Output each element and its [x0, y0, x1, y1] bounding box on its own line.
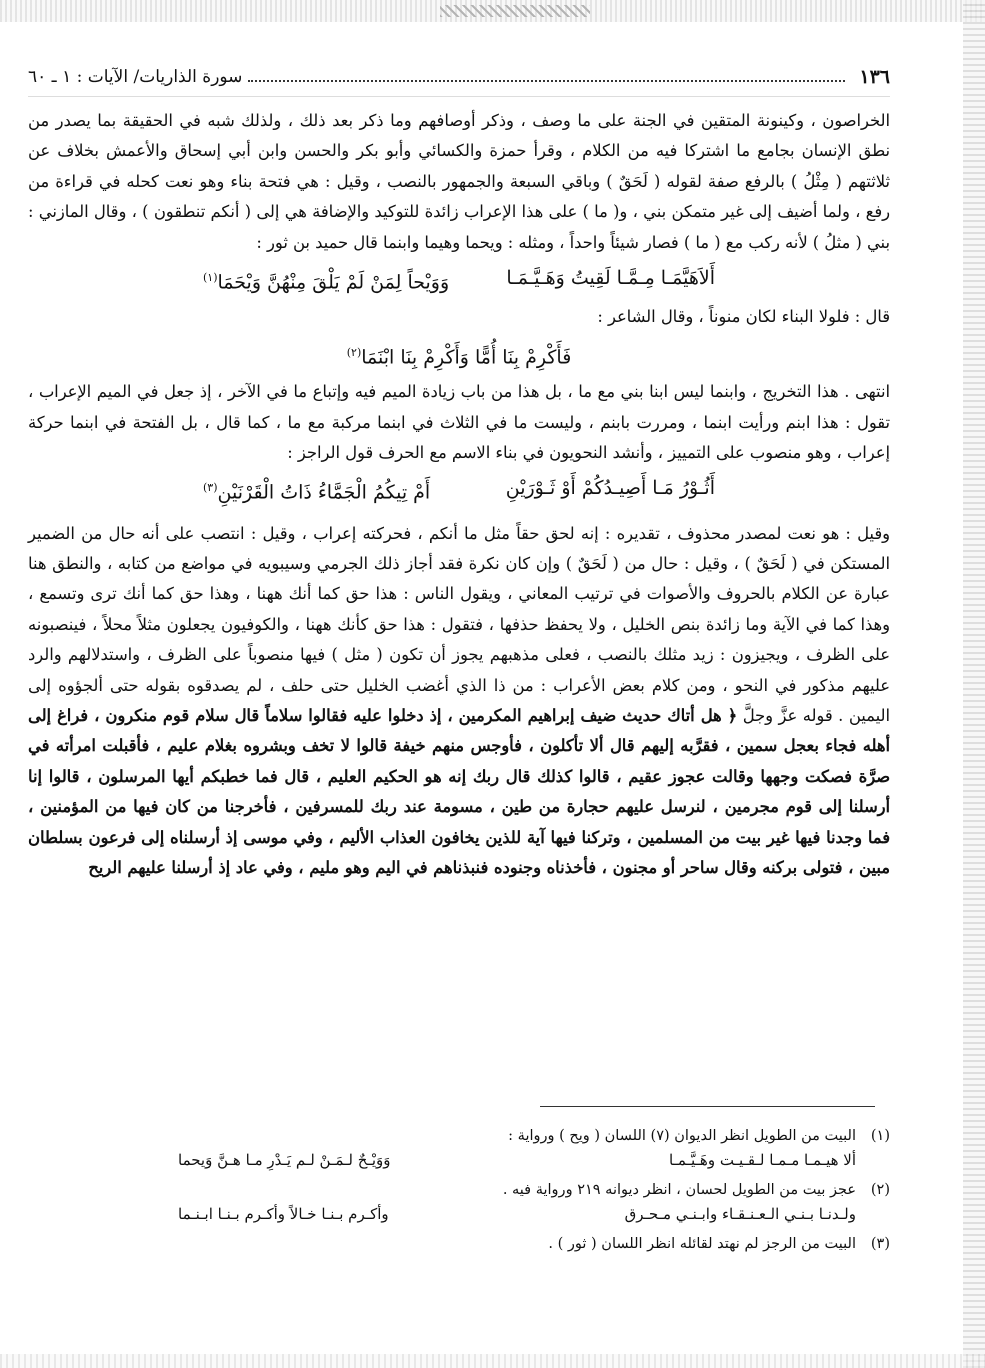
verse-2-text-wrap: [347, 333, 572, 377]
footnote-1-verse-b: وَوَيْـحٌ لـمَـنْ لـم يَـدْرِ مـا هـنَّ وَيحما: [178, 1151, 391, 1169]
footnote-2-text: عجز بيت من الطويل لحسان ، انظر ديوانه ٢١٩ ورواية فيه .: [502, 1182, 856, 1198]
verse-3: [28, 468, 890, 512]
footnote-1: [28, 1125, 890, 1147]
header-dotted-leader: [248, 80, 845, 82]
verse-3-first-hemistich: أَثُـوْرُ مَـا أَصِيـدُكُمْ أَوْ ثَـوْرَيْنِ: [505, 477, 715, 500]
footnote-ref-3[interactable]: (٣): [203, 481, 218, 495]
footnote-3: [28, 1233, 890, 1255]
verse-1-first-hemistich: أَلاَهَيَّمَـا مِـمَّـا لَقِيتُ وَهَـيَّـمَـا: [506, 267, 715, 290]
footnote-2-number: (٢): [870, 1182, 890, 1198]
footnote-3-number: (٣): [870, 1236, 890, 1252]
paragraph-4: [28, 519, 890, 884]
paragraph-1: الخراصون ، وكينونة المتقين في الجنة على ما وصف ، وذكر أوصافهم وما ذكر بعد ذلك ، ولذلك شبه في الحقيقة بما يصدر من نطق الإنسان بجامع ما اشتركا فيه من الكلام ، وقرأ حمزة والكسائي وأبو بكر والحسن وابن أبي إسحاق والأعمش بخلاف عن ثلاثتهم ( مِثْلُ ) بالرفع صفة لقوله ( لَحَقٌ ) وباقي السبعة والجمهور بالنصب ، وقيل : هي فتحة بناء وهو نعت كحله في قراءة من رفع ، ولما أضيف إلى غير متمكن بني ، و( ما ) على هذا الإعراب زائدة للتوكيد والإضافة هي إلى ( أنكم تنطقون ) ، وقال المازني : بني ( مثلُ ) لأنه ركب مع ( ما ) فصار شيئاً واحداً ، ومثله : ويحما وهيما وابنما قال حميد بن ثور :: [28, 111, 890, 252]
verse-3-second-hemistich: [203, 468, 430, 512]
footnote-2-verse-a: ولـدنـا بـنـي الـعـنـقـاء وابـنـي مـحـرق: [624, 1205, 856, 1223]
main-text: [28, 106, 890, 884]
footnote-rule: [540, 1106, 875, 1107]
paragraph-3: انتهى . هذا التخريج ، وابنما ليس ابنا بني مع ما ، بل هذا من باب زيادة الميم فيه وإتباع ما في الآخر ، إذ جعل في الميم الإعراب ، تقول : هذا ابنم ورأيت ابنما ، ومررت بابنم ، وليست ما في الثلاث في ابنما مركبة مع ما ، كما قال ، بل الفتحة في ابنما حركة إعراب ، وهو منصوب على التمييز ، وأنشد النحويون في بناء الاسم مع الحرف قول الراجز :: [28, 382, 890, 462]
ornament-top: [440, 5, 590, 17]
verse-2: [28, 333, 890, 377]
scan-border-top: [0, 0, 985, 22]
verse-3-b-text: أَمْ تِيكُمُ الْجَمَّاءُ ذَاتُ الْقَرْنَيْنِ: [217, 481, 431, 504]
footnote-2-verse: [28, 1203, 890, 1225]
paragraph-4-text: وقيل : هو نعت لمصدر محذوف ، تقديره : إنه لحق حقاً مثل ما أنكم ، فحركته إعراب ، وقيل : انتصب على أنه حال من الضمير المستكن في ( لَحَقٌ ) ، وقيل : حال من ( لَحَقٌ ) وإن كان نكرة فقد أجاز ذلك الجرمي وسيبويه في مواضع من كتابه ، والنطق هنا عبارة عن الكلام بالحروف والأصوات في ترتيب المعاني ، ويقول الناس : هذا حق كما أنك ههنا ، وهذا حق كما أنك ترى وتسمع ، وهذا كما في الآية وما زائدة بنص الخليل ، ولا يحفظ حذفها ، فتقول : هذا حق كأنك ههنا ، والكوفيون يجعلون مثلاً محلاً ، فينصبونه على الظرف ، ويجيزون : زيد مثلك بالنصب ، فعلى مذهبهم يجوز أن تكون ( مثل ) فيها منصوباً على الظرف ، واستدلالهم والرد عليهم مذكور في النحو ، ومن كلام بعض الأعراب : من ذا الذي أغضب الخليل حتى حلف ، لم يصدقوه بقوله حتى ألجؤوه إلى اليمين . قوله عزَّ وجلَّ: [28, 523, 890, 726]
footnote-ref-2[interactable]: (٢): [346, 345, 362, 359]
verse-2-text: فَأَكْرِمْ بِنَا أُمًّا وَأَكْرِمْ بِنَا ابْنَمَا: [361, 346, 572, 369]
running-header: [28, 62, 890, 92]
footnote-2-verse-b: وأكـرم بـنـا خـالاً وأكـرم بـنـا ابـنـما: [178, 1205, 389, 1223]
quran-verses: ﴿ هل أتاك حديث ضيف إبراهيم المكرمين ، إذ دخلوا عليه فقالوا سلاماً قال سلام قوم منكرون ، فراغ إلى أهله فجاء بعجل سمين ، فقرَّبه إليهم قال ألا تأكلون ، فأوجس منهم خيفة قالوا لا تخف وبشروه بغلام عليم ، فأقبلت امرأته في صرَّة فصكت وجهها وقالت عجوز عقيم ، قالوا كذلك قال ربك إنه هو الحكيم العليم ، قال فما خطبكم أيها المرسلون ، قالوا إنا أرسلنا إلى قوم مجرمين ، لنرسل عليهم حجارة من طين ، مسومة عند ربك للمسرفين ، فأخرجنا من كان فيها من المؤمنين ، فما وجدنا فيها غير بيت من المسلمين ، وتركنا فيها آية للذين يخافون العذاب الأليم ، وفي موسى إذ أرسلناه إلى فرعون بسلطان مبين ، فتولى بركنه وقال ساحر أو مجنون ، فأخذناه وجنوده فنبذناهم في اليم وهو مليم ، وفي عاد إذ أرسلنا عليهم الريح: [28, 706, 890, 878]
footnote-ref-1[interactable]: (١): [203, 271, 218, 285]
footnote-1-text: البيت من الطويل انظر الديوان (٧) اللسان ( ويح ) ورواية :: [508, 1128, 856, 1144]
footnote-1-verse: [28, 1149, 890, 1171]
verse-1: [28, 258, 890, 302]
footnote-3-text: البيت من الرجز لم نهتد لقائله انظر اللسان ( ثور ) .: [548, 1236, 856, 1252]
footnotes: [28, 1125, 890, 1255]
header-rule: [28, 96, 890, 97]
page-number: ١٣٦: [859, 66, 890, 88]
scan-border-bottom: [0, 1354, 985, 1368]
footnote-2: [28, 1179, 890, 1201]
section-title: سورة الذاريات/ الآيات : ١ ـ ٦٠: [28, 67, 243, 87]
footnote-1-number: (١): [870, 1128, 890, 1144]
verse-1-b-text: وَوَيْحاً لِمَنْ لَمْ يَلْقَ مِنْهُنَّ وَيْحَمَا: [217, 271, 450, 294]
paragraph-2: قال : فلولا البناء لكان منوناً ، وقال الشاعر :: [597, 307, 890, 327]
footnote-1-verse-a: ألا هيـمـا مـمـا لـقـيـت وهَـيَّـمـا: [668, 1151, 856, 1169]
verse-1-second-hemistich: [203, 258, 449, 302]
scan-border-right: [963, 0, 985, 1368]
